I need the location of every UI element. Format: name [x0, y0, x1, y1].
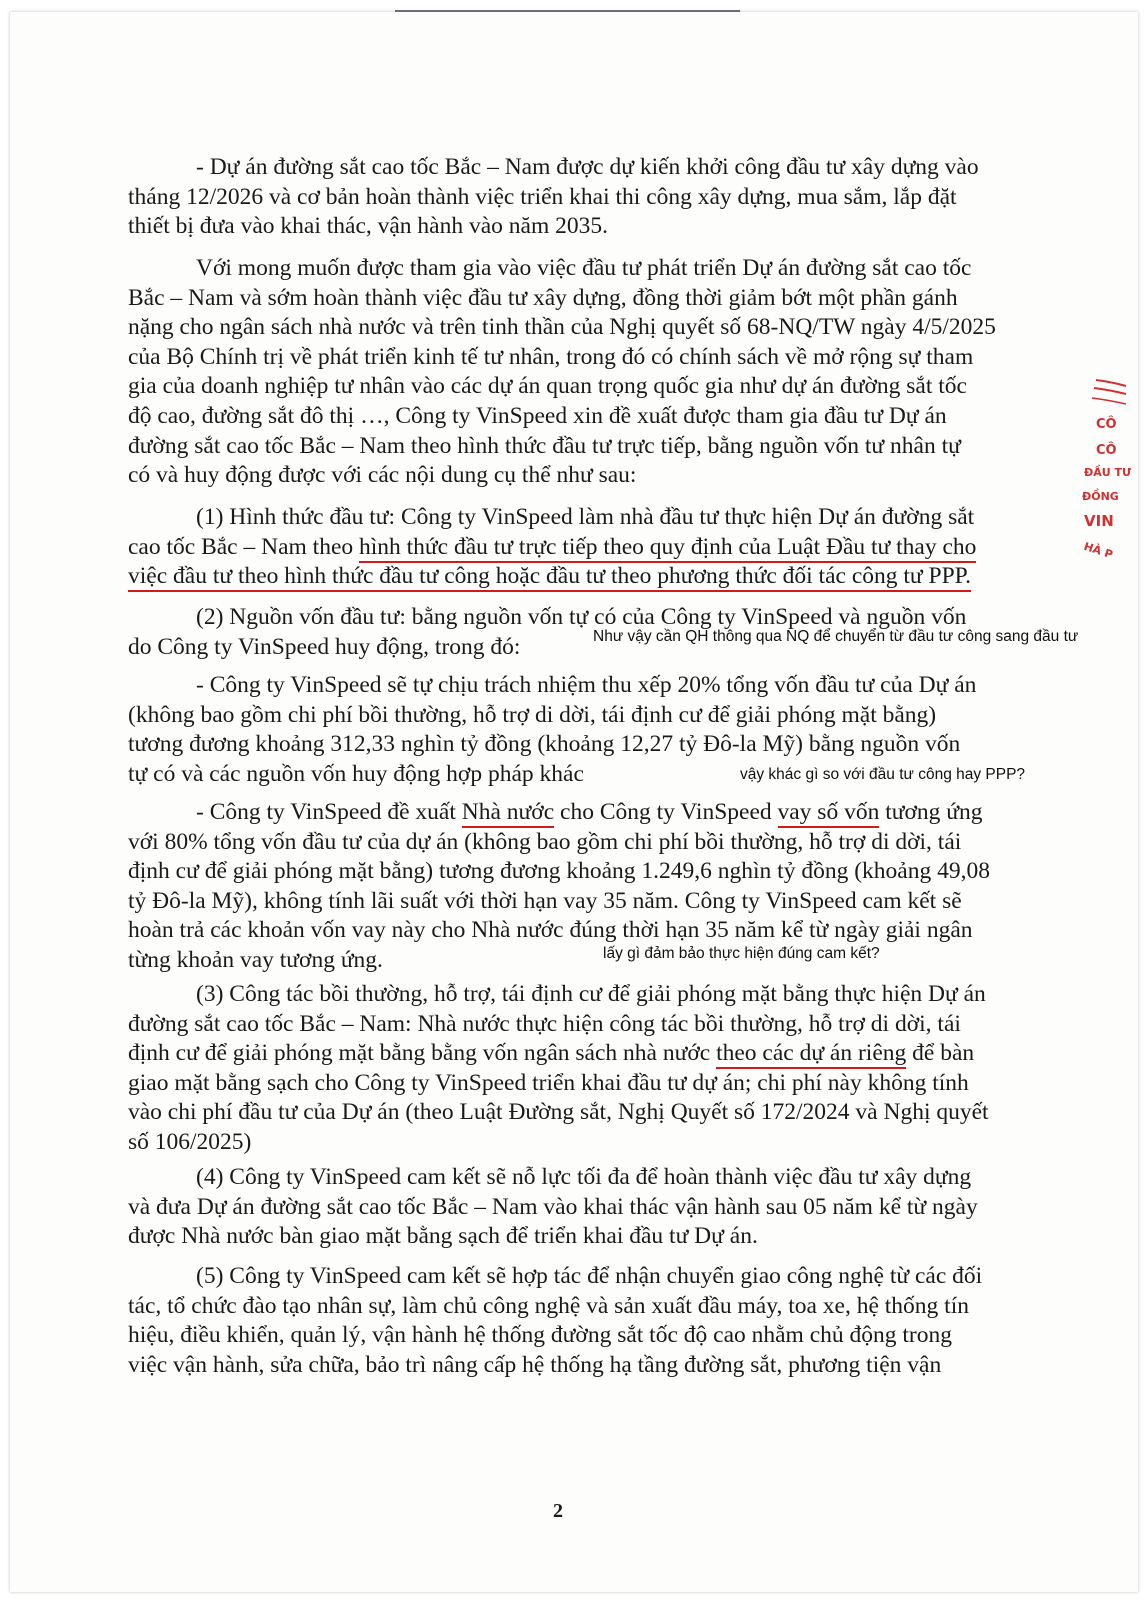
handwritten-note: Như vậy cần QH thông qua NQ để chuyển từ đầu tư công sang đầu tư	[593, 628, 1079, 645]
text-line: tương đương khoảng 312,33 nghìn tỷ đồng (khoảng 12,27 tỷ Đô-la Mỹ) bằng nguồn vốn	[128, 731, 961, 758]
text-line: (4) Công ty VinSpeed cam kết sẽ nỗ lực tối đa để hoàn thành việc đầu tư xây dựng	[196, 1164, 972, 1190]
paragraph-intent	[128, 254, 1006, 491]
text-line: (không bao gồm chi phí bồi thường, hỗ trợ di dời, tái định cư để giải phóng mặt bằng)	[128, 701, 937, 728]
text-line	[128, 1039, 1006, 1069]
text-segment: để bàn	[906, 1040, 975, 1067]
text-line: đường sắt cao tốc Bắc – Nam: Nhà nước thực hiện công tác bồi thường, hỗ trợ di dời, tái	[128, 1010, 961, 1037]
svg-text:ĐẦU TƯ: ĐẦU TƯ	[1084, 466, 1132, 479]
text-line: gia của doanh nghiệp tư nhân vào các dự án quan trọng quốc gia như dự án đường sắt tốc	[128, 373, 967, 400]
svg-text:CÔ: CÔ	[1096, 417, 1117, 432]
text-line: tỷ Đô-la Mỹ), không tính lãi suất với thời hạn vay 35 năm. Công ty VinSpeed cam kết sẽ	[128, 887, 962, 914]
underlined-phrase: việc đầu tư theo hình thức đầu tư công hoặc đầu tư theo phương thức đối tác công tư PPP.	[128, 563, 971, 592]
paragraph-compensation	[128, 980, 1006, 1158]
text-line: Bắc – Nam và sớm hoàn thành việc đầu tư xây dựng, đồng thời giảm bớt một phần gánh	[128, 284, 958, 311]
text-segment: cao tốc Bắc – Nam theo	[128, 533, 359, 560]
text-line: do Công ty VinSpeed huy động, trong đó:	[128, 633, 521, 660]
text-line: (1) Hình thức đầu tư: Công ty VinSpeed làm nhà đầu tư thực hiện Dự án đường sắt	[196, 504, 975, 530]
text-line: tự có và các nguồn vốn huy động hợp pháp khác	[128, 760, 584, 787]
svg-text:CÔ: CÔ	[1096, 443, 1117, 458]
text-line: (2) Nguồn vốn đầu tư: bằng nguồn vốn tự có của Công ty VinSpeed và nguồn vốn	[196, 604, 967, 630]
text-line: với 80% tổng vốn đầu tư của dự án (không bao gồm chi phí bồi thường, hỗ trợ di dời, tái	[128, 828, 962, 855]
text-line: của Bộ Chính trị về phát triển kinh tế tư nhân, trong đó có chính sách về mở rộng sự tham	[128, 343, 974, 370]
text-line: việc vận hành, sửa chữa, bảo trì nâng cấp hệ thống hạ tầng đường sắt, phương tiện vận	[128, 1351, 942, 1378]
text-line: nặng cho ngân sách nhà nước và trên tinh thần của Nghị quyết số 68-NQ/TW ngày 4/5/2025	[128, 314, 996, 341]
text-line: và đưa Dự án đường sắt cao tốc Bắc – Nam vào khai thác vận hành sau 05 năm kể từ ngày	[128, 1193, 978, 1220]
text-segment: định cư để giải phóng mặt bằng bằng vốn ngân sách nhà nước	[128, 1040, 717, 1067]
handwritten-note: lấy gì đảm bảo thực hiện đúng cam kết?	[603, 945, 880, 962]
page-number: 2	[553, 1500, 563, 1522]
text-line	[128, 798, 1006, 828]
text-line: đường sắt cao tốc Bắc – Nam theo hình thức đầu tư trực tiếp, bằng nguồn vốn tư nhân tự	[128, 432, 961, 459]
text-segment: cho Công ty VinSpeed	[554, 799, 778, 825]
text-line: độ cao, đường sắt đô thị …, Công ty VinSpeed xin đề xuất được tham gia đầu tư Dự án	[128, 402, 947, 429]
text-line: (3) Công tác bồi thường, hỗ trợ, tái định cư để giải phóng mặt bằng thực hiện Dự án	[196, 981, 986, 1007]
text-line: Với mong muốn được tham gia vào việc đầu tư phát triển Dự án đường sắt cao tốc	[196, 255, 972, 281]
underlined-phrase: theo các dự án riêng	[716, 1040, 906, 1069]
svg-text:VIN: VIN	[1084, 512, 1114, 530]
text-line: vào chi phí đầu tư của Dự án (theo Luật Đường sắt, Nghị Quyết số 172/2024 và Nghị quyết	[128, 1099, 989, 1126]
text-line: - Công ty VinSpeed sẽ tự chịu trách nhiệm thu xếp 20% tổng vốn đầu tư của Dự án	[196, 672, 977, 698]
text-line	[128, 533, 1006, 563]
text-line: có và huy động được với các nội dung cụ thể như sau:	[128, 462, 637, 489]
underlined-phrase: Nhà nước	[462, 799, 554, 828]
paragraph-commitment-timeline	[128, 1163, 1006, 1252]
text-line: được Nhà nước bàn giao mặt bằng sạch để triển khai đầu tư Dự án.	[128, 1223, 758, 1250]
text-line: số 106/2025)	[128, 1128, 252, 1155]
text-line: (5) Công ty VinSpeed cam kết sẽ hợp tác để nhận chuyển giao công nghệ từ các đối	[196, 1263, 983, 1289]
text-segment: tương ứng	[879, 799, 983, 825]
text-line: - Dự án đường sắt cao tốc Bắc – Nam được dự kiến khởi công đầu tư xây dựng vào	[196, 154, 979, 180]
svg-text:ĐỒNG: ĐỒNG	[1082, 490, 1119, 503]
text-line: giao mặt bằng sạch cho Công ty VinSpeed triển khai đầu tư dự án; chi phí này không tính	[128, 1069, 969, 1096]
paragraph-investment-form	[128, 503, 1006, 592]
text-segment: - Công ty VinSpeed đề xuất	[196, 799, 462, 825]
paragraph-technology-transfer	[128, 1262, 1006, 1380]
page-top-edge	[395, 10, 740, 12]
text-line: tác, tổ chức đào tạo nhân sự, làm chủ công nghệ và sản xuất đầu máy, toa xe, hệ thống tín	[128, 1292, 969, 1319]
text-line: tháng 12/2026 và cơ bản hoàn thành việc triển khai thi công xây dựng, mua sắm, lắp đặt	[128, 183, 957, 210]
paragraph-schedule	[128, 153, 1006, 242]
text-line: hiệu, điều khiển, quản lý, vận hành hệ thống đường sắt tốc độ cao nhằm chủ động trong	[128, 1322, 952, 1349]
handwritten-note: vậy khác gì so với đầu tư công hay PPP?	[740, 766, 1026, 783]
text-line: định cư để giải phóng mặt bằng) tương đương khoảng 1.249,6 nghìn tỷ đồng (khoảng 49,08	[128, 858, 990, 885]
text-line: hoàn trả các khoản vốn vay này cho Nhà nước đúng thời hạn 35 năm kể từ ngày giải ngân	[128, 917, 973, 944]
text-line: thiết bị đưa vào khai thác, vận hành vào năm 2035.	[128, 213, 608, 240]
company-stamp	[1078, 376, 1132, 581]
text-line: từng khoản vay tương ứng.	[128, 946, 383, 973]
underlined-phrase: hình thức đầu tư trực tiếp theo quy định của Luật Đầu tư thay cho	[359, 534, 976, 563]
svg-text:HÀ P: HÀ P	[1082, 539, 1115, 562]
underlined-phrase: vay số vốn	[778, 799, 880, 828]
